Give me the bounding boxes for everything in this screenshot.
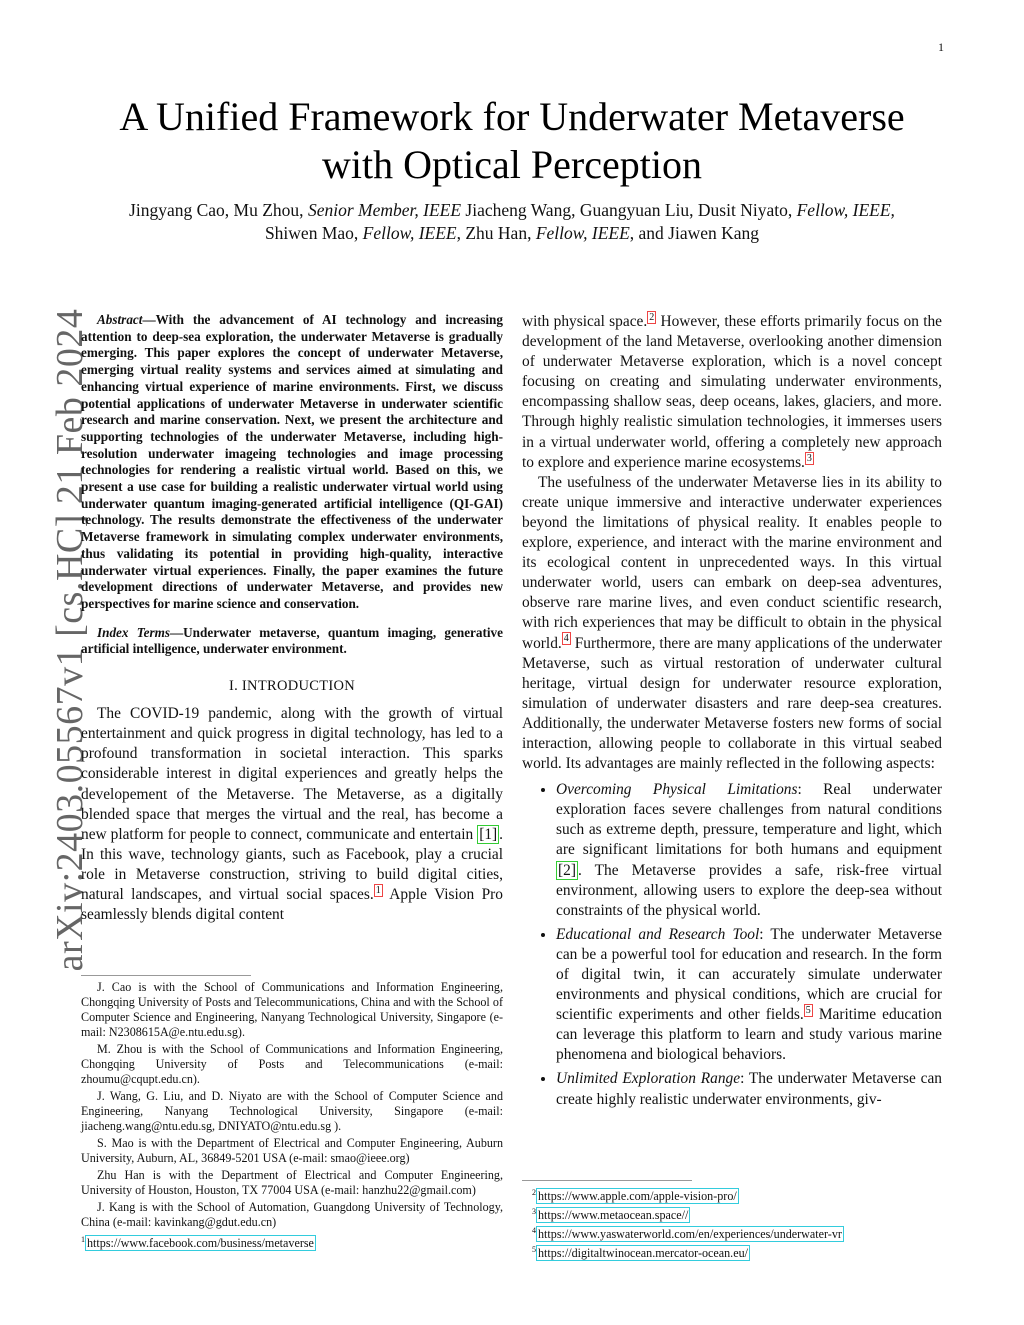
- page-number: 1: [938, 40, 944, 54]
- body-text: However, these efforts primarily focus on the development of the land Metaverse, overlooking another dimension of underwater Metaverse exploration, which is a novel concept focusing on creating and simulating underwater environments, encompassing shallow seas, deep oceans, lakes, glaciers, and more. Through highly realistic simulation technologies, it immerses users in a virtual underwater world, offering a completely new approach to explore and experience marine ecosystems.: [522, 313, 942, 471]
- list-item-text: . The Metaverse provides a safe, risk-free virtual environment, allowing users to explore the deep-sea without constraints of the physical world.: [556, 861, 942, 919]
- body-text: The usefulness of the underwater Metaverse lies in its ability to create unique immersive and interactive underwater experiences beyond the limitations of physical reality. It enables people to explore, experience, and interact with the marine environment and its ecological content in unprecedented ways. In this virtual underwater world, users can embark on deep-sea adventures, observe rare marine lives, and even conduct scientific research, with rich experiences that may be difficult to obtain in the physical world.: [522, 473, 942, 652]
- footnote-marker[interactable]: 1: [375, 884, 381, 896]
- right-footnotes: [532, 1185, 952, 1261]
- list-item-text: Maritime education can leverage this platform to learn and study various marine phenomena and biological behaviors.: [556, 1006, 942, 1064]
- footnote-4: [532, 1223, 952, 1242]
- authors-part-4: , Zhu Han,: [456, 223, 532, 243]
- footnote-number: 5: [532, 1245, 536, 1255]
- footnote-1: [81, 1232, 503, 1251]
- affiliation-note: J. Kang is with the School of Automation, Guangdong University of Technology, China (e-mail: kavinkang@gdut.edu.cn): [81, 1200, 503, 1229]
- footnote-url-link[interactable]: https://www.apple.com/apple-vision-pro/: [538, 1189, 737, 1204]
- authors-role-1: Senior Member, IEEE: [307, 200, 462, 220]
- left-column: [81, 312, 503, 925]
- title-line-1: A Unified Framework for Underwater Metaverse: [119, 94, 905, 139]
- body-text: with physical space.: [522, 313, 648, 330]
- authors-role-4: Fellow, IEEE: [535, 223, 630, 243]
- list-item: [556, 925, 942, 1066]
- list-item: [556, 780, 942, 921]
- index-terms-text: —Underwater metaverse, quantum imaging, generative artificial intelligence, underwater environment.: [81, 624, 503, 657]
- authors-part-3: Shiwen Mao,: [264, 223, 359, 243]
- affiliation-note: J. Wang, G. Liu, and D. Niyato are with the School of Computer Science and Engineering, Nanyang Technological University, Singapore (e-mail: jiacheng.wang@ntu.edu.sg, DNIYATO@ntu.edu.sg ).: [81, 1089, 503, 1133]
- footnote-2: [532, 1185, 952, 1204]
- body-text: Furthermore, there are many applications of the underwater Metaverse, such as virtual restoration of underwater cultural heritage, virtual design for underwater resource exploration, simulation of underwater disasters and rare deep-sea creatures. Additionally, the underwater Metaverse fosters new forms of social interaction, allowing people to collaborate in this virtual seabed world. Its advantages are mainly reflected in the following aspects:: [522, 634, 942, 773]
- footnote-marker[interactable]: 5: [805, 1005, 811, 1017]
- authors-part-5: , and Jiawen Kang: [629, 223, 760, 243]
- affiliation-note: M. Zhou is with the School of Communications and Information Engineering, Chongqing University of Posts and Telecommunications (e-mail: zhoumu@cqupt.edu.cn).: [81, 1042, 503, 1086]
- arxiv-stamp: arXiv:2403.05567v1 [cs.HC] 21 Feb 2024: [49, 308, 91, 972]
- index-terms: [81, 625, 503, 658]
- footnote-url-link[interactable]: https://www.metaocean.space//: [538, 1208, 689, 1223]
- intro-text: . In this wave, technology giants, such as Facebook, play a crucial role in Metaverse construction, striving to build digital cities, natural landscapes, and virtual social spaces.: [81, 825, 503, 903]
- list-item-text: : Real underwater exploration faces severe challenges from natural conditions such as extreme depth, pressure, temperature and light, which are significant limitations for both humans and equipment: [556, 781, 942, 859]
- footnote-number: 3: [532, 1207, 536, 1217]
- footnote-divider-left: [81, 975, 251, 976]
- abstract-text: —With the advancement of AI technology and increasing attention to deep-sea exploration, the underwater Metaverse is gradually emerging. This paper explores the concept of underwater Metaverse, emerging virtual reality systems and services aimed at simulating and enhancing virtual experience of marine environments. First, we discuss potential applications of underwater Metaverse in underwater scientific research and marine conservation. Next, we present the architecture and supporting technologies of the underwater Metaverse, including high-resolution underwater imageing technologies and image processing technologies for rendering a realistic virtual world. Based on this, we present a use case for building a realistic underwater virtual world using underwater quantum imaging-generated artificial intelligence (QI-GAI) technology. The results demonstrate the effectiveness of the underwater Metaverse framework in simulating complex underwater environments, thus validating its potential in providing high-quality, interactive underwater virtual experiences. Finally, the paper examines the future development directions of underwater Metaverse, and provides new perspectives for marine science and conservation.: [81, 312, 503, 611]
- footnote-number: 1: [81, 1235, 85, 1244]
- citation-link[interactable]: [2]: [558, 861, 576, 879]
- list-item-text: : The underwater Metaverse can create highly realistic underwater environments, giv-: [556, 1070, 942, 1108]
- affiliation-note: S. Mao is with the Department of Electrical and Computer Engineering, Auburn University, Auburn, AL, 36849-5201 USA (e-mail: smao@ieee.org): [81, 1136, 503, 1165]
- affiliation-notes: [81, 980, 503, 1251]
- footnote-5: [532, 1242, 952, 1261]
- footnote-number: 4: [532, 1226, 536, 1236]
- list-item: [556, 1069, 942, 1109]
- right-column: [522, 312, 942, 1114]
- authors-part-1: Jingyang Cao, Mu Zhou,: [129, 200, 304, 220]
- citation-link[interactable]: [1]: [479, 825, 498, 843]
- section-heading: I. INTRODUCTION: [228, 678, 356, 695]
- authors-role-3: Fellow, IEEE: [362, 223, 457, 243]
- footnote-number: 2: [532, 1188, 536, 1197]
- advantages-list: [522, 780, 942, 1110]
- footnote-marker[interactable]: 4: [563, 633, 569, 645]
- intro-text: The COVID-19 pandemic, along with the growth of virtual entertainment and quick progress in digital technology, has led to a profound transformation in societal interaction. This sparks considerable interest in digital experiences and greatly helps the developement of the Metaverse. The Metaverse, as a digitally blended space that merges the virtual and the real, has become a new platform for people to connect, communicate and entertain: [81, 705, 503, 843]
- right-paragraph-1: [522, 312, 942, 473]
- affiliation-note: J. Cao is with the School of Communications and Information Engineering, Chongqing University of Posts and Telecommunications, China and with the School of Computer Science and Engineering, Nanyang Technological University, Singapore (e-mail: N2308615A@e.ntu.edu.sg).: [81, 980, 503, 1039]
- footnote-3: [532, 1204, 952, 1223]
- list-item-title: Overcoming Physical Limitations: [556, 781, 798, 799]
- list-item-title: Educational and Research Tool: [556, 925, 760, 943]
- index-terms-label: Index Terms: [97, 624, 170, 640]
- intro-paragraph-1: [81, 704, 503, 925]
- footnote-url-link[interactable]: https://www.yaswaterworld.com/en/experiences/underwater-vr: [538, 1227, 842, 1242]
- footnote-url-link[interactable]: https://www.facebook.com/business/metaverse: [87, 1236, 314, 1251]
- footnote-url-link[interactable]: https://digitaltwinocean.mercator-ocean.eu/: [538, 1246, 748, 1261]
- authors-role-2: Fellow, IEEE,: [796, 200, 895, 220]
- affiliation-note: Zhu Han is with the Department of Electrical and Computer Engineering, University of Houston, Houston, TX 77004 USA (e-mail: hanzhu22@gmail.com): [81, 1168, 503, 1197]
- intro-text: Apple Vision Pro seamlessly blends digital content: [81, 886, 503, 924]
- footnote-divider-right: [522, 1180, 692, 1181]
- title-line-2: with Optical Perception: [322, 142, 702, 187]
- paper-title: [0, 93, 1024, 189]
- footnote-marker[interactable]: 3: [806, 452, 812, 464]
- list-item-title: Unlimited Exploration Range: [556, 1070, 741, 1088]
- authors-part-2: Jiacheng Wang, Guangyuan Liu, Dusit Niyato,: [465, 200, 793, 220]
- abstract-label: Abstract: [97, 312, 143, 327]
- list-item-text: : The underwater Metaverse can be a powerful tool for education and research. In the form of digital twin, it can accurately simulate underwater environments and physical conditions, which are crucial for scientific experiments and other fields.: [556, 925, 942, 1024]
- author-list: [60, 199, 964, 245]
- right-paragraph-2: [522, 473, 942, 774]
- footnote-marker[interactable]: 2: [649, 311, 655, 323]
- abstract: [81, 312, 503, 613]
